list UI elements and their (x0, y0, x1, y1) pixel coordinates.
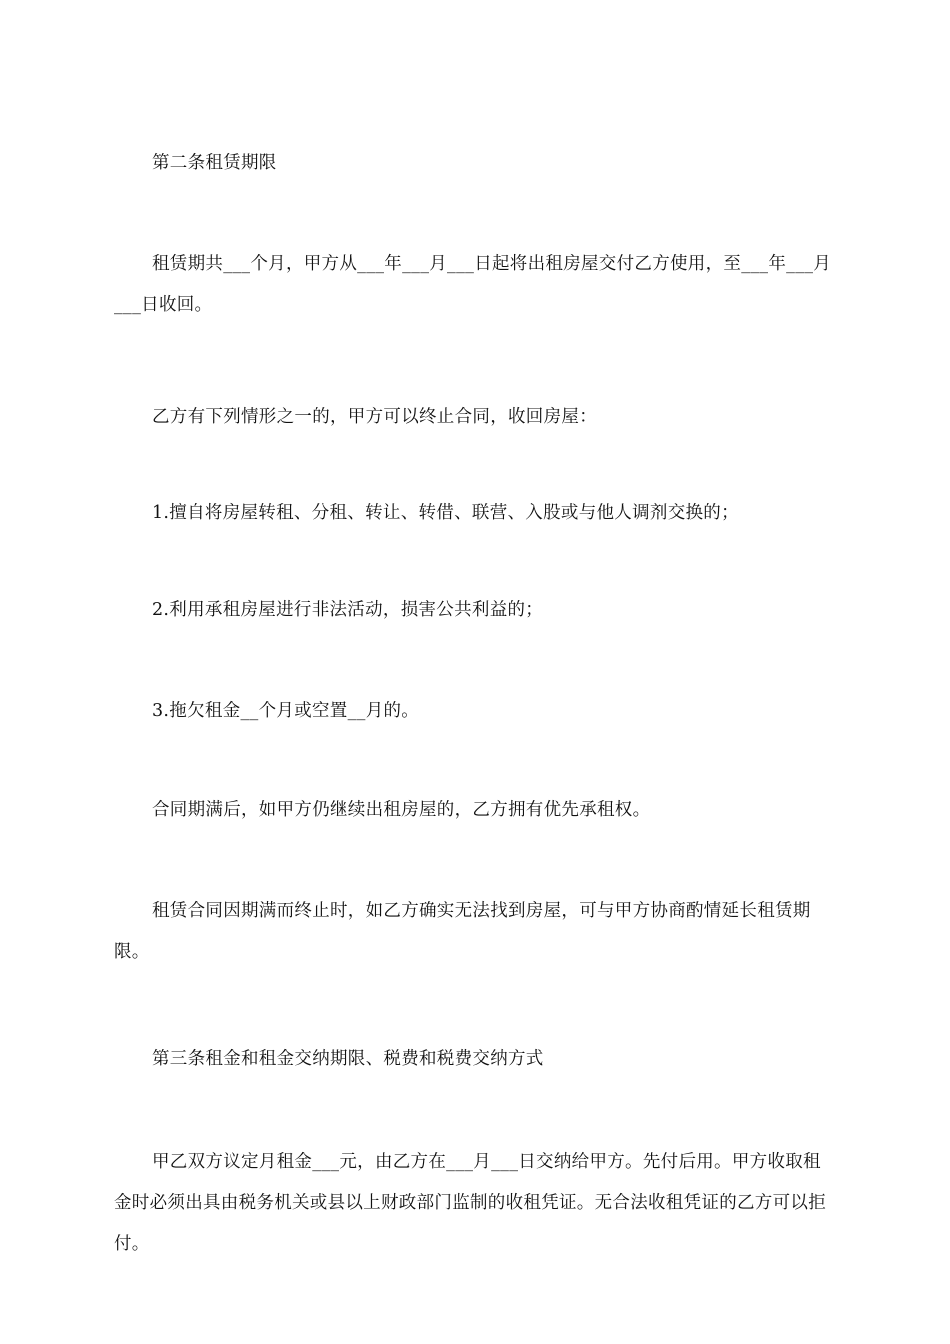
paragraph-extension: 租赁合同因期满而终止时，如乙方确实无法找到房屋，可与甲方协商酌情延长租赁期限。 (114, 901, 811, 962)
section-heading-rent-and-taxes: 第三条租金和租金交纳期限、税费和税费交纳方式 (152, 1049, 544, 1069)
section-heading-lease-term: 第二条租赁期限 (152, 153, 277, 173)
paragraph-priority-renewal: 合同期满后，如甲方仍继续出租房屋的，乙方拥有优先承租权。 (152, 800, 651, 820)
paragraph-termination-conditions: 乙方有下列情形之一的，甲方可以终止合同，收回房屋： (152, 407, 597, 427)
list-item-illegal-activity: 2.利用承租房屋进行非法活动，损害公共利益的； (152, 600, 544, 620)
list-item-sublease: 1.擅自将房屋转租、分租、转让、转借、联营、入股或与他人调剂交换的； (152, 503, 739, 523)
list-item-rent-arrears: 3.拖欠租金__个月或空置__月的。 (152, 701, 420, 721)
paragraph-lease-period: 租赁期共___个月，甲方从___年___月___日起将出租房屋交付乙方使用，至___年___月___日收回。 (114, 254, 832, 315)
paragraph-rent-amount: 甲乙双方议定月租金___元，由乙方在___月___日交纳给甲方。先付后用。甲方收取租金时必须出具由税务机关或县以上财政部门监制的收租凭证。无合法收租凭证的乙方可以拒付。 (114, 1152, 826, 1254)
